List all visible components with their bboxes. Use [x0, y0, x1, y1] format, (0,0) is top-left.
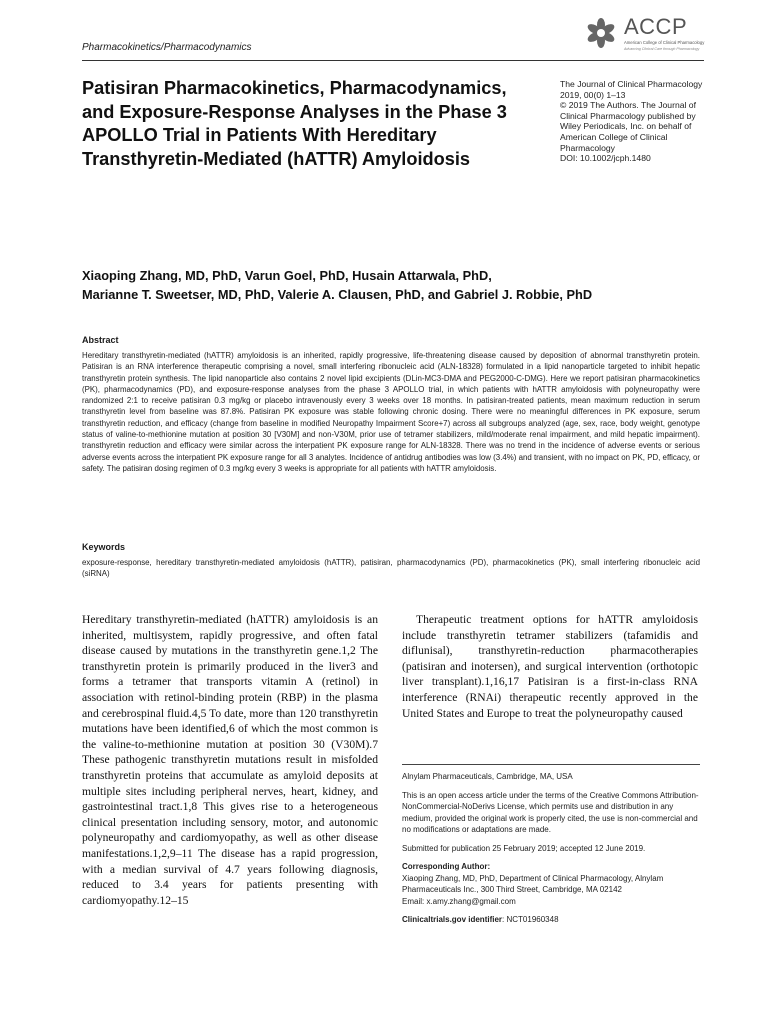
- journal-volume: 2019, 00(0) 1–13: [560, 89, 626, 100]
- affiliation: Alnylam Pharmaceuticals, Cambridge, MA, USA: [402, 772, 573, 781]
- corresponding-author: Xiaoping Zhang, MD, PhD, Department of Clinical Pharmacology, Alnylam Pharmaceuticals Inc., 300 Third Street, Cambridge, MA 02142: [402, 873, 664, 894]
- journal-copyright: © 2019 The Authors. The Journal of Clinical Pharmacology published by Wiley Periodicals, Inc. on behalf of American College of Clinical Pharmacology: [560, 100, 696, 153]
- logo-text: ACCP: [624, 14, 688, 39]
- footnotes: [402, 771, 702, 926]
- abstract-text: Hereditary transthyretin-mediated (hATTR) amyloidosis is an inherited, rapidly progressive, life-threatening disease caused by deposition of abnormal transthyretin protein. Patisiran is an RNA interference therapeutic comprising a novel, small interfering ribonucleic acid (ALN-18328) formulated in a lipid nanoparticle targeted to inhibit hepatic transthyretin protein synthesis. The lipid nanoparticle also contains 2 novel lipid excipients (DLin-MC3-DMA and PEG2000-C-DMG). Here we report patisiran pharmacokinetics (PK), pharmacodynamics (PD), and exposure-response analyses from the phase 3 APOLLO trial, in which patients with hATTR amyloidosis with polyneuropathy were randomized 2:1 to receive patisiran 0.3 mg/kg or placebo intravenously every 3 weeks over 18 months. In patisiran-treated patients, mean maximum reduction in serum transthyretin level from baseline was 87.8%. Patisiran PK exposure was stable following chronic dosing. There were no meaningful differences in PK exposure, serum transthyretin reduction, and efficacy (change from baseline in modified Neuropathy Impairment Score+7) across all subgroups analyzed (age, sex, race, body weight, genotype status of valine-to-methionine mutation at position 30 [V30M] and non-V30M, prior use of tetramer stabilizers, mild/moderate renal impairment, and mild hepatic impairment). transthyretin reduction and efficacy were similar across the interpatient PK exposure range for ALN-18328. There was no trend in the incidence of adverse events or serious adverse events across the interpatient PK exposure range for all 3 analytes. Incidence of antidrug antibodies was low (3.4%) and transient, with no impact on PK, PD, efficacy, or safety. The patisiran dosing regimen of 0.3 mg/kg every 3 weeks is appropriate for all patients with hATTR amyloidosis.: [82, 351, 700, 473]
- corresponding-heading: Corresponding Author:: [402, 862, 491, 871]
- article-title: Patisiran Pharmacokinetics, Pharmacodynamics, and Exposure-Response Analyses in the Phase 3 APOLLO Trial in Patients With Hereditary Transthyretin-Mediated (hATTR) Amyloidosis: [82, 78, 507, 169]
- license-note: This is an open access article under the terms of the Creative Commons Attribution-NonCommercial-NoDerivs License, which permits use and distribution in any medium, provided the original work is properly cited, the use is non-commercial and no modifications or adaptations are made.: [402, 790, 699, 834]
- section-label: Pharmacokinetics/Pharmacodynamics: [82, 42, 252, 53]
- body-right-column: Therapeutic treatment options for hATTR amyloidosis include transthyretin tetramer stabilizers (tafamidis and diflunisal), transthyretin-reduction pharmacotherapies (patisiran and inotersen), and surgical intervention (orthotopic liver transplant).1,16,17 Patisiran is a first-in-class RNA interference (RNAi) therapeutic recently approved in the United States and Europe to treat the polyneuropathy caused: [402, 613, 698, 720]
- authors-line-1: Xiaoping Zhang, MD, PhD, Varun Goel, PhD, Husain Attarwala, PhD,: [82, 268, 492, 283]
- clinicaltrials-value: : NCT01960348: [502, 915, 559, 924]
- journal-name: The Journal of Clinical Pharmacology: [560, 79, 703, 89]
- logo-tagline: Advancing Clinical Care through Pharmacology: [624, 47, 700, 51]
- footnote-rule: [402, 764, 700, 765]
- clinicaltrials-label: Clinicaltrials.gov identifier: [402, 915, 503, 924]
- body-left-column: Hereditary transthyretin-mediated (hATTR) amyloidosis is an inherited, multisystem, rapidly progressive, and often fatal disease caused by mutations in the transthyretin gene.1,2 The transthyretin protein is primarily produced in the liver3 and forms a tetramer that transports vitamin A (retinol) in association with retinol-binding protein (RBP) in the plasma and cerebrospinal fluid.4,5 To date, more than 120 transthyretin mutations have been identified,6 of which the most common is the valine-to-methionine mutation at position 30 (V30M).7 These pathogenic transthyretin mutations result in misfolded transthyretin proteins that accumulate as amyloid deposits at multiple sites including peripheral nerves, heart, kidney, and gastrointestinal tract.1,8 This gives rise to a heterogeneous clinical presentation including sensory, motor, and autonomic polyneuropathy and cardiomyopathy, as well as other disease manifestations.1,2,9–11 The disease has a rapid progression, with a median survival of 4.7 years following diagnosis, reduced to 3.4 years for patients presenting with cardiomyopathy.12–15: [82, 613, 378, 907]
- authors-line-2: Marianne T. Sweetser, MD, PhD, Valerie A. Clausen, PhD, and Gabriel J. Robbie, PhD: [82, 287, 593, 302]
- keywords-heading: Keywords: [82, 542, 126, 552]
- abstract-heading: Abstract: [82, 335, 119, 345]
- journal-info: [560, 79, 710, 164]
- author-list: [82, 266, 712, 304]
- accp-logo: [584, 14, 714, 58]
- author-email[interactable]: Email: x.amy.zhang@gmail.com: [402, 896, 516, 906]
- logo-subtitle: American College of Clinical Pharmacology: [624, 40, 705, 45]
- header-rule: [82, 60, 704, 61]
- flower-logo-icon: [584, 16, 618, 50]
- keywords-text: exposure-response, hereditary transthyretin-mediated amyloidosis (hATTR), patisiran, pharmacodynamics (PD), pharmacokinetics (PK), small interfering ribonucleic acid (siRNA): [82, 558, 700, 579]
- journal-doi: DOI: 10.1002/jcph.1480: [560, 153, 651, 164]
- clinicaltrials-id: [402, 914, 702, 926]
- submission-dates: Submitted for publication 25 February 2019; accepted 12 June 2019.: [402, 843, 646, 853]
